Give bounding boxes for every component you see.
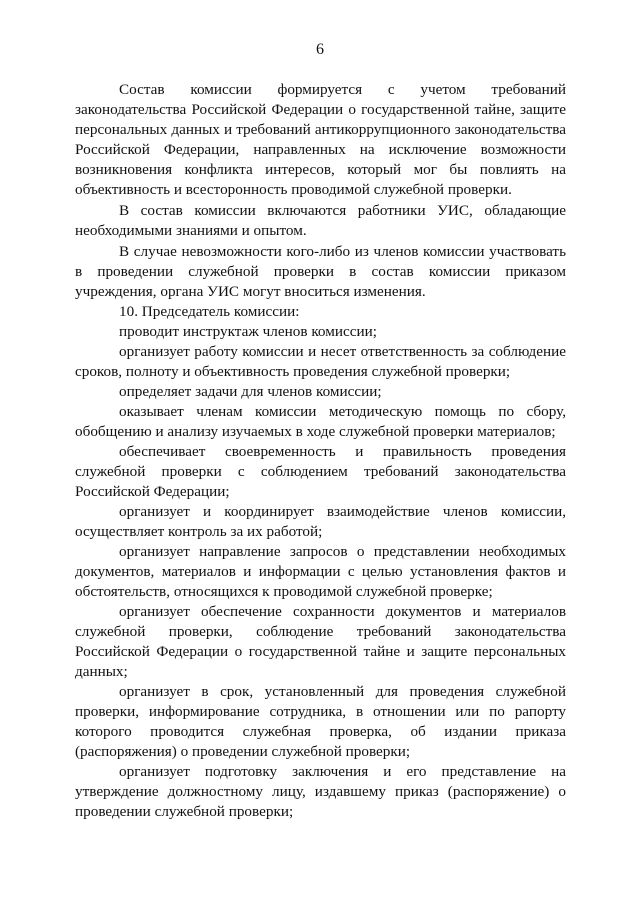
paragraph-chairman-duty: обеспечивает своевременность и правильность проведения служебной проверки с соблюдением требований законодательства Российской Федерации; bbox=[75, 443, 566, 500]
paragraph-commission-members: В состав комиссии включаются работники УИС, обладающие необходимыми знаниями и опытом. bbox=[75, 202, 566, 239]
page-number: 6 bbox=[316, 41, 324, 58]
paragraph-chairman-heading: 10. Председатель комиссии: bbox=[119, 303, 300, 320]
paragraph-chairman-duty: организует подготовку заключения и его представление на утверждение должностному лицу, издавшему приказ (распоряжение) о проведении служебной проверки; bbox=[75, 763, 566, 820]
document-body bbox=[75, 80, 566, 822]
paragraph-chairman-duty: организует работу комиссии и несет ответственность за соблюдение сроков, полноту и объективность проведения служебной проверки; bbox=[75, 343, 566, 380]
paragraph-chairman-duty: организует направление запросов о представлении необходимых документов, материалов и информации с целью установления фактов и обстоятельств, относящихся к проводимой служебной проверке; bbox=[75, 543, 566, 600]
paragraph-chairman-duty: оказывает членам комиссии методическую помощь по сбору, обобщению и анализу изучаемых в ходе служебной проверки материалов; bbox=[75, 403, 566, 440]
paragraph-chairman-duty: определяет задачи для членов комиссии; bbox=[119, 383, 382, 400]
paragraph-chairman-duty: организует и координирует взаимодействие членов комиссии, осуществляет контроль за их работой; bbox=[75, 503, 566, 540]
paragraph-chairman-duty: организует обеспечение сохранности документов и материалов служебной проверки, соблюдение требований законодательства Российской Федерации о государственной тайне и защите персональных данных; bbox=[75, 603, 566, 680]
paragraph-commission-composition: Состав комиссии формируется с учетом требований законодательства Российской Федерации о государственной тайне, защите персональных данных и требований антикоррупционного законодательства Российской Федерации, направленных на исключение возможности возникновения конфликта интересов, который мог бы повлиять на объективность и всесторонность проводимой служебной проверки. bbox=[75, 81, 566, 198]
paragraph-chairman-duty: организует в срок, установленный для проведения служебной проверки, информирование сотрудника, в отношении или по рапорту которого проводится служебная проверка, об издании приказа (распоряжения) о проведении служебной проверки; bbox=[75, 683, 566, 760]
paragraph-chairman-duty: проводит инструктаж членов комиссии; bbox=[119, 323, 377, 340]
paragraph-commission-changes: В случае невозможности кого-либо из членов комиссии участвовать в проведении служебной проверки в состав комиссии приказом учреждения, органа УИС могут вноситься изменения. bbox=[75, 243, 566, 300]
